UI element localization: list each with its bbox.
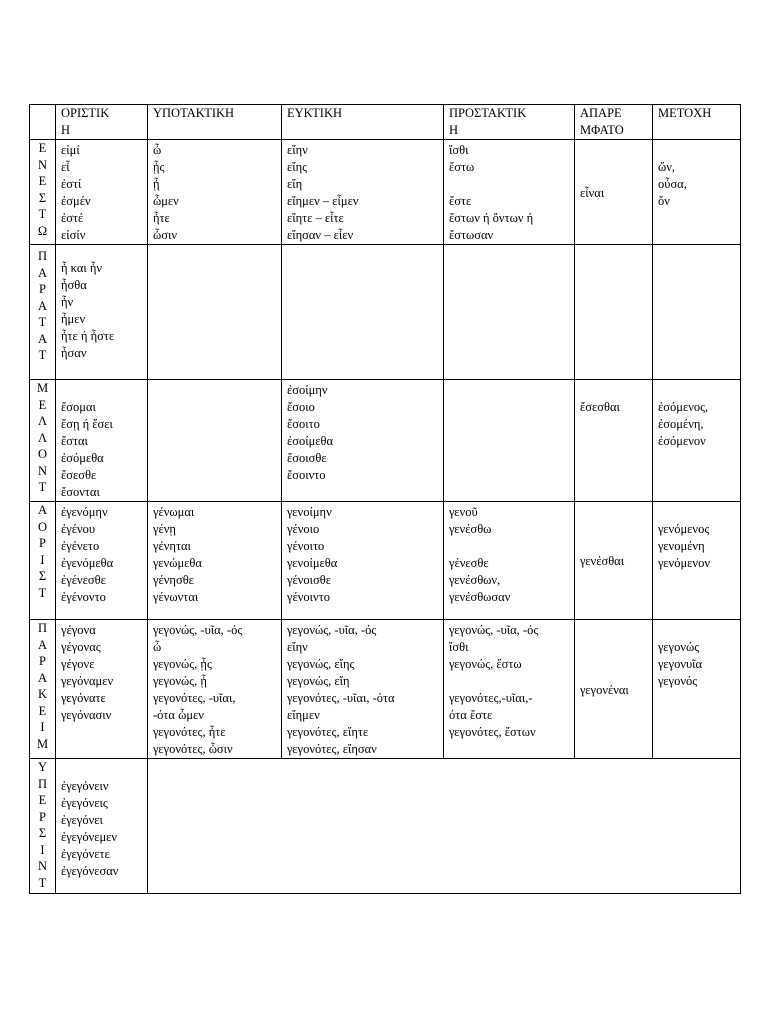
- label-letter: Λ: [37, 414, 48, 428]
- form-line: γένησθε: [153, 573, 194, 587]
- form-line: γενοίμεθα: [287, 556, 338, 570]
- cell-metochi: [653, 140, 741, 245]
- label-letter: Α: [37, 298, 48, 313]
- cell-prostaktiki: [444, 245, 575, 380]
- label-letter: Ρ: [39, 536, 46, 550]
- cell-metochi: [653, 380, 741, 502]
- form-line: γένεσθε: [449, 556, 489, 570]
- form-line: ἦσαν: [61, 346, 87, 360]
- cell-oristiki: [56, 380, 148, 502]
- form-line: ὦσιν: [153, 228, 177, 242]
- form-line: ἦτε ή ἦστε: [61, 329, 115, 343]
- form-line: ἐγεγόνεις: [61, 796, 108, 810]
- form-line: ἐστέ: [61, 211, 84, 225]
- label-letter: Ο: [37, 519, 48, 534]
- form-line: ὦ: [153, 143, 162, 157]
- cell-prostaktiki: [444, 380, 575, 502]
- form-line: ἐγένου: [61, 522, 96, 536]
- form-line: εἴην: [287, 640, 308, 654]
- form-line: γενώμεθα: [153, 556, 202, 570]
- cell-ypotaktiki: [148, 245, 282, 380]
- form-line: γεγονώς: [658, 640, 700, 654]
- form-line: οὖσα,: [658, 177, 687, 191]
- form-line: γεγονότες,-υῖαι,-: [449, 691, 533, 705]
- label-letter: Α: [37, 637, 48, 652]
- form-line: γενόμενος: [658, 522, 710, 536]
- form-line: γέγονα: [61, 623, 96, 637]
- form-line: [449, 538, 570, 555]
- label-letter: Ν: [37, 157, 48, 172]
- row-label: [30, 620, 56, 759]
- header-corner: [30, 105, 56, 140]
- label-letter: Τ: [38, 207, 47, 221]
- form-line: γεγονυῖα: [658, 657, 703, 671]
- form-line: γενόμενον: [658, 556, 710, 570]
- form-line: ἐγεγόνει: [61, 813, 103, 827]
- label-letter: Τ: [38, 875, 47, 890]
- form-line: ἐγεγόνεμεν: [61, 830, 118, 844]
- label-letter: Ε: [38, 141, 47, 155]
- form-line: [449, 176, 570, 193]
- row-mellontas: [30, 380, 741, 502]
- row-ypersyntelikos: [30, 759, 741, 894]
- header-ypotaktiki: ΥΠΟΤΑΚΤΙΚΗ: [148, 105, 282, 140]
- form-line: [449, 673, 570, 690]
- form-line: ἐσοίμεθα: [287, 434, 334, 448]
- form-line: ἐσόμενον: [658, 434, 706, 448]
- form-line: εἴη: [287, 177, 303, 191]
- label-letter: Α: [37, 503, 48, 517]
- label-letter: Μ: [36, 381, 49, 395]
- cell-oristiki: [56, 140, 148, 245]
- label-letter: Ρ: [39, 809, 46, 824]
- form-line: ἔσται: [61, 434, 88, 448]
- form-line: ἐγεγόνετε: [61, 847, 110, 861]
- form-line: εἴημεν: [287, 708, 320, 722]
- form-line: ἐσμέν: [61, 194, 91, 208]
- label-letter: Τ: [38, 315, 47, 329]
- form-line: γεγονώς, -υῖα, -ός: [449, 623, 539, 637]
- form-line: ἐγενόμεθα: [61, 556, 114, 570]
- cell-oristiki: [56, 245, 148, 380]
- cell-metochi: [653, 620, 741, 759]
- form-line: γένηται: [153, 539, 191, 553]
- row-parakeimenos: [30, 620, 741, 759]
- form-line: ἔστωσαν: [449, 228, 494, 242]
- form-line: εἰμί: [61, 143, 80, 157]
- form-line: ἐσόμενος,: [658, 400, 709, 414]
- form-line: γεγονώς, ᾖς: [153, 657, 212, 671]
- label-letter: Σ: [38, 826, 47, 840]
- form-line: ᾖ: [153, 177, 160, 191]
- form-line: ἦν: [61, 295, 74, 309]
- form-line: ἐστί: [61, 177, 82, 191]
- form-line: ἔσοιτο: [287, 417, 320, 431]
- cell-prostaktiki: [444, 502, 575, 620]
- form-line: γενέσθων,: [449, 573, 501, 587]
- label-letter: Ε: [38, 397, 47, 412]
- label-letter: Υ: [37, 760, 48, 774]
- form-line: ᾖς: [153, 160, 165, 174]
- form-line: γεγονώς, εἴης: [287, 657, 355, 671]
- row-label: [30, 380, 56, 502]
- row-paratatikos: [30, 245, 741, 380]
- header-row: [30, 105, 741, 140]
- form-line: [658, 504, 736, 521]
- cell-aparemfato: εἶναι: [575, 140, 653, 245]
- form-line: [61, 761, 143, 778]
- label-letter: Κ: [37, 687, 48, 701]
- form-line: ὤν,: [658, 160, 676, 174]
- form-line: ἔστω: [449, 160, 475, 174]
- form-line: ἐγεγόνειν: [61, 779, 109, 793]
- form-line: ἔστε: [449, 194, 472, 208]
- header-oristiki: ΟΡΙΣΤΙΚ Η: [56, 105, 148, 140]
- label-letter: Τ: [38, 585, 47, 600]
- form-line: ἔσοιο: [287, 400, 315, 414]
- label-letter: Π: [37, 621, 48, 635]
- form-line: ἔσοιντο: [287, 468, 326, 482]
- form-line: ἴσθι: [449, 640, 469, 654]
- form-line: ἐγεγόνεσαν: [61, 864, 119, 878]
- form-line: ότα ἔστε: [449, 708, 493, 722]
- form-line: ἔσοισθε: [287, 451, 327, 465]
- form-line: -ότα ὦμεν: [153, 708, 204, 722]
- form-line: ἦ και ἦν: [61, 261, 103, 275]
- form-line: γεγονότες, -υῖαι, -ότα: [287, 691, 395, 705]
- row-label: [30, 502, 56, 620]
- cell-euktiki: [282, 380, 444, 502]
- form-line: ἔσῃ ή ἔσει: [61, 417, 113, 431]
- form-line: ἴσθι: [449, 143, 469, 157]
- form-line: γενοίμην: [287, 505, 332, 519]
- label-letter: Ρ: [39, 282, 46, 296]
- cell-oristiki: [56, 620, 148, 759]
- form-line: γενέσθω: [449, 522, 492, 536]
- form-line: γεγονότες, ὦσιν: [153, 742, 233, 756]
- form-line: ἔσομαι: [61, 400, 96, 414]
- form-line: γεγονός: [658, 674, 698, 688]
- form-line: γέγονας: [61, 640, 101, 654]
- header-metochi: ΜΕΤΟΧΗ: [653, 105, 741, 140]
- cell-oristiki: [56, 759, 148, 894]
- form-line: γένοιο: [287, 522, 320, 536]
- form-line: [658, 382, 736, 399]
- form-line: εἴησαν – εἶεν: [287, 228, 354, 242]
- header-euktiki: ΕΥΚΤΙΚΗ: [282, 105, 444, 140]
- header-aparemfato: ΑΠΑΡΕ ΜΦΑΤΟ: [575, 105, 653, 140]
- label-letter: Ε: [38, 703, 47, 718]
- label-letter: Α: [37, 265, 48, 280]
- cell-prostaktiki: [444, 620, 575, 759]
- cell-ypotaktiki: [148, 380, 282, 502]
- cell-oristiki: [56, 502, 148, 620]
- form-line: γενομένη: [658, 539, 705, 553]
- form-line: γεγονότες, -υῖαι,: [153, 691, 236, 705]
- form-line: γένωνται: [153, 590, 199, 604]
- form-line: γεγονώς, ᾖ: [153, 674, 207, 688]
- form-line: ἐγένοντο: [61, 590, 106, 604]
- label-letter: Α: [37, 670, 48, 685]
- label-letter: Α: [37, 331, 48, 346]
- cell-ypotaktiki: [148, 620, 282, 759]
- label-letter: Ε: [38, 793, 47, 807]
- form-line: ἦσθα: [61, 278, 87, 292]
- form-line: γεγονώς, εἴη: [287, 674, 350, 688]
- form-line: γεγονώς, -υῖα, -ός: [153, 623, 243, 637]
- cell-euktiki: [282, 502, 444, 620]
- form-line: γεγονότες, ἦτε: [153, 725, 226, 739]
- label-letter: Ι: [40, 842, 45, 857]
- row-enestotas: [30, 140, 741, 245]
- label-letter: Π: [37, 249, 48, 263]
- label-letter: Ρ: [39, 654, 46, 668]
- form-line: γεγόναμεν: [61, 674, 114, 688]
- row-label: [30, 245, 56, 380]
- cell-empty-span: [148, 759, 741, 894]
- form-line: εἴημεν – εἶμεν: [287, 194, 359, 208]
- form-line: ἦμεν: [61, 312, 86, 326]
- cell-prostaktiki: [444, 140, 575, 245]
- cell-aparemfato: ἔσεσθαι: [575, 380, 653, 502]
- form-line: ἐγένεσθε: [61, 573, 106, 587]
- label-letter: Σ: [38, 569, 47, 583]
- label-letter: Τ: [38, 480, 47, 494]
- row-aoristos: [30, 502, 741, 620]
- form-line: γένοιντο: [287, 590, 330, 604]
- form-line: [658, 622, 736, 639]
- label-letter: Σ: [38, 190, 47, 205]
- form-line: γεγονότες, εἴησαν: [287, 742, 377, 756]
- cell-aparemfato: γεγονέναι: [575, 620, 653, 759]
- form-line: ὦ: [153, 640, 162, 654]
- row-label: [30, 140, 56, 245]
- conjugation-table: [29, 104, 741, 894]
- form-line: γένοιτο: [287, 539, 325, 553]
- form-line: γενέσθωσαν: [449, 590, 511, 604]
- form-line: ἐγένετο: [61, 539, 100, 553]
- cell-aparemfato: γενέσθαι: [575, 502, 653, 620]
- form-line: εἴητε – εἶτε: [287, 211, 344, 225]
- label-letter: Ι: [40, 720, 45, 734]
- form-line: γένοισθε: [287, 573, 332, 587]
- form-line: ἐσόμεθα: [61, 451, 104, 465]
- label-letter: Λ: [37, 430, 48, 445]
- cell-ypotaktiki: [148, 140, 282, 245]
- form-line: γεγόνασιν: [61, 708, 112, 722]
- form-line: γεγονότες, εἴητε: [287, 725, 369, 739]
- form-line: εἶ: [61, 160, 70, 174]
- label-letter: Τ: [38, 348, 47, 362]
- form-line: γεγόνατε: [61, 691, 106, 705]
- form-line: ἔστων ή ὄντων ή: [449, 211, 534, 225]
- form-line: εἴην: [287, 143, 308, 157]
- form-line: ἐσοίμην: [287, 383, 328, 397]
- cell-aparemfato: [575, 245, 653, 380]
- form-line: ἐγενόμην: [61, 505, 108, 519]
- label-letter: Ν: [37, 859, 48, 873]
- label-letter: Π: [37, 776, 48, 791]
- cell-ypotaktiki: [148, 502, 282, 620]
- form-line: γεγονώς, -υῖα, -ός: [287, 623, 377, 637]
- header-prostaktiki: ΠΡΟΣΤΑΚΤΙΚ Η: [444, 105, 575, 140]
- cell-metochi: [653, 502, 741, 620]
- form-line: εἴης: [287, 160, 308, 174]
- label-letter: Ε: [38, 174, 47, 188]
- form-line: [61, 382, 143, 399]
- form-line: γένωμαι: [153, 505, 195, 519]
- cell-euktiki: [282, 140, 444, 245]
- label-letter: Ι: [40, 552, 45, 567]
- form-line: γεγονότες, ἔστων: [449, 725, 536, 739]
- form-line: ἦτε: [153, 211, 170, 225]
- form-line: εἰσίν: [61, 228, 86, 242]
- form-line: γένῃ: [153, 522, 176, 536]
- form-line: γεγονώς, ἔστω: [449, 657, 522, 671]
- cell-euktiki: [282, 620, 444, 759]
- form-line: ἐσομένη,: [658, 417, 704, 431]
- form-line: γέγονε: [61, 657, 95, 671]
- cell-euktiki: [282, 245, 444, 380]
- row-label: [30, 759, 56, 894]
- label-letter: Ω: [37, 223, 48, 238]
- form-line: ἔσονται: [61, 485, 100, 499]
- form-line: ὦμεν: [153, 194, 179, 208]
- form-line: ὄν: [658, 194, 670, 208]
- label-letter: Ο: [37, 447, 48, 461]
- form-line: γενοῦ: [449, 505, 478, 519]
- label-letter: Μ: [36, 736, 49, 751]
- form-line: ἔσεσθε: [61, 468, 97, 482]
- label-letter: Ν: [37, 463, 48, 478]
- cell-metochi: [653, 245, 741, 380]
